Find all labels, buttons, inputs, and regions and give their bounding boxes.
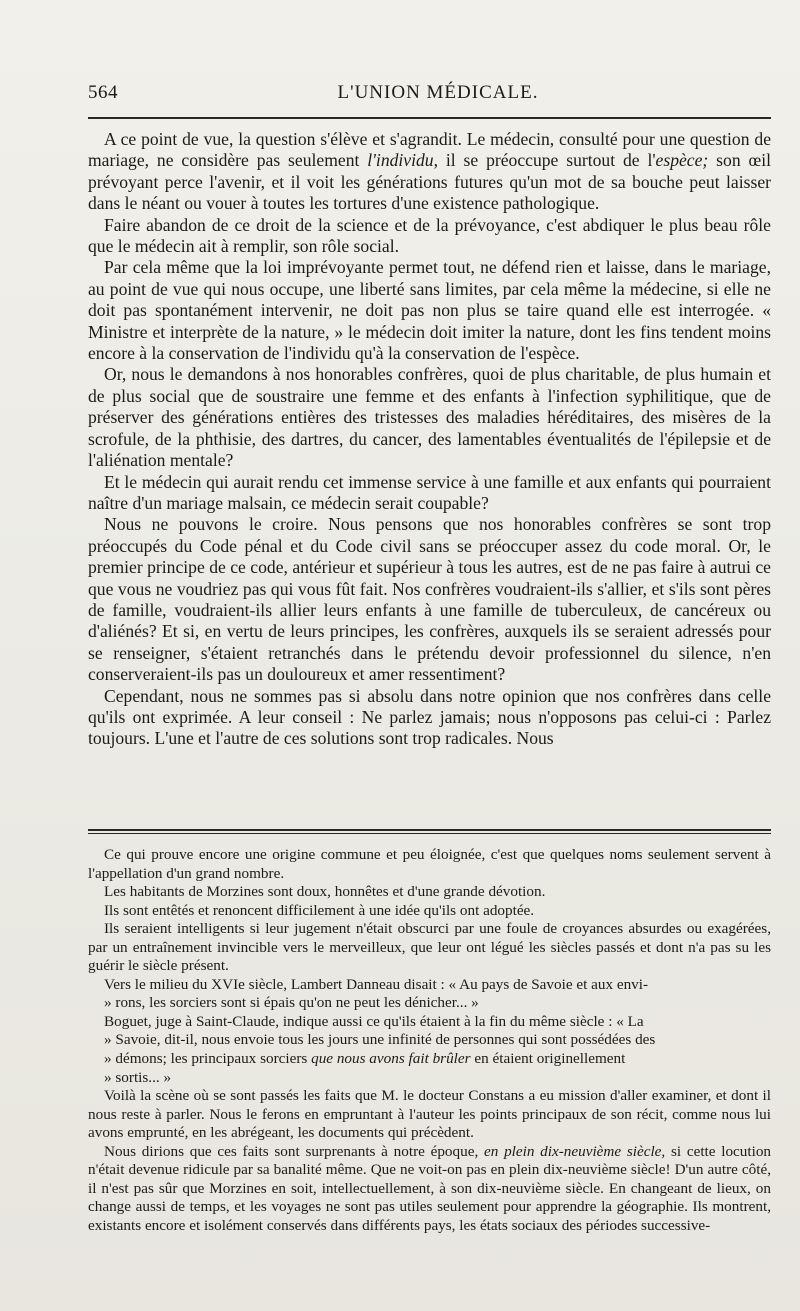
body-paragraph: A ce point de vue, la question s'élève et s'agrandit. Le médecin, consulté pour une question de mariage, ne considère pas seulement l'individu, il se préoccupe surtout de l'espèce; son œil prévoyant perce l'avenir, et il voit les générations futures qu'un mot de sa bouche peut laisser dans le néant ou vouer à toutes les tortures d'une existence pathologique. bbox=[88, 129, 771, 214]
footnote-paragraph: Voilà la scène où se sont passés les faits que M. le docteur Constans a eu mission d'aller examiner, et dont il nous reste à parler. Nous le ferons en empruntant à l'auteur les points principaux de son récit, comme nous lui avons emprunté, en les abrégeant, les documents qui précèdent. bbox=[88, 1087, 771, 1142]
footnote-quote-line: » rons, les sorciers sont si épais qu'on ne peut les dénicher... » bbox=[104, 994, 479, 1012]
footnote-paragraph: Les habitants de Morzines sont doux, honnêtes et d'une grande dévotion. bbox=[104, 883, 546, 901]
footnote-quote-line: » démons; les principaux sorciers que nous avons fait brûler en étaient originellement bbox=[104, 1050, 626, 1068]
body-paragraph: Nous ne pouvons le croire. Nous pensons que nos honorables confrères se sont trop préoccupés du Code pénal et du Code civil sans se préoccuper assez du code moral. Or, le premier principe de ce code, antérieur et supérieur à tous les autres, est de ne pas faire à autrui ce que vous ne voudriez pas qui vous fût fait. Nos confrères voudraient-ils s'allier, et s'ils sont pères de famille, voudraient-ils allier leurs enfants à une famille de tuberculeux, de cancéreux ou d'aliénés? Et si, en vertu de leurs principes, les confrères, auxquels ils se seraient adressés pour se renseigner, s'étaient retranchés dans le prétendu devoir professionnel du silence, n'en conserveraient-ils pas un douloureux et amer ressentiment? bbox=[88, 514, 771, 685]
page-number: 564 bbox=[88, 82, 118, 103]
footnote-paragraph: Vers le milieu du XVIe siècle, Lambert Danneau disait : « Au pays de Savoie et aux envi- bbox=[104, 975, 649, 993]
body-paragraph: Par cela même que la loi imprévoyante permet tout, ne défend rien et laisse, dans le mariage, au point de vue qui nous occupe, une liberté sans limites, par cela même la médecine, si elle ne doit pas spontanément intervenir, ne doit pas non plus se taire quand elle est interrogée. « Ministre et interprète de la nature, » le médecin doit imiter la nature, dont les fins tendent moins encore à la conservation de l'individu qu'à la conservation de l'espèce. bbox=[88, 257, 771, 364]
running-title: L'UNION MÉDICALE. bbox=[337, 82, 539, 103]
footnote-quote-line: » Savoie, dit-il, nous envoie tous les jours une infinité de personnes qui sont possédées des bbox=[104, 1031, 656, 1049]
body-paragraph: Et le médecin qui aurait rendu cet immense service à une famille et aux enfants qui pourraient naître d'un mariage malsain, ce médecin serait coupable? bbox=[88, 471, 771, 513]
body-paragraph: Cependant, nous ne sommes pas si absolu dans notre opinion que nos confrères dans celle qu'ils ont exprimée. A leur conseil : Ne parlez jamais; nous n'opposons pas celui-ci : Parlez toujours. L'une et l'autre de ces solutions sont trop radicales. Nous bbox=[88, 685, 771, 749]
body-paragraph: Or, nous le demandons à nos honorables confrères, quoi de plus charitable, de plus humain et de plus social que de soustraire une femme et des enfants à l'infection syphilitique, que de préserver des générations entières des tristesses des maladies héréditaires, des misères de la scrofule, de la phthisie, des dartres, du cancer, des lamentables éventualités de l'épilepsie et de l'aliénation mentale? bbox=[88, 364, 771, 471]
footnote-block bbox=[88, 846, 771, 1235]
header-rule bbox=[88, 117, 771, 119]
footnote-paragraph: Ils seraient intelligents si leur jugement n'était obscurci par une foule de croyances absurdes ou exagérées, par un entraînement invincible vers le merveilleux, que leur ont légué les siècles passés et dont n'a pas su les guérir le siècle présent. bbox=[88, 920, 771, 975]
footnote-paragraph: Boguet, juge à Saint-Claude, indique aussi ce qu'ils étaient à la fin du même siècle : « La bbox=[104, 1012, 644, 1030]
footnote-quote-line: » sortis... » bbox=[104, 1068, 172, 1086]
body-paragraph: Faire abandon de ce droit de la science et de la prévoyance, c'est abdiquer le plus beau rôle que le médecin ait à remplir, son rôle social. bbox=[88, 214, 771, 257]
page-header bbox=[88, 82, 768, 110]
footnote-paragraph: Ils sont entêtés et renoncent difficilement à une idée qu'ils ont adoptée. bbox=[104, 901, 535, 919]
footnote-paragraph: Nous dirions que ces faits sont surprenants à notre époque, en plein dix-neuvième siècle, si cette locution n'était devenue ridicule par sa banalité même. Que ne voit-on pas en plein dix-neuvième siècle! D'un autre côté, il n'est pas sûr que Morzines en soit, intellectuellement, à son dix-neuvième siècle. En changeant de lieux, on change aussi de temps, et les voyages ne sont pas utiles seulement pour apprendre la géographie. Ils montrent, existants encore et isolément conservés dans différents pays, les états sociaux des périodes successive- bbox=[88, 1142, 772, 1234]
main-text bbox=[88, 129, 771, 750]
footnote-paragraph: Ce qui prouve encore une origine commune et peu éloignée, c'est que quelques noms seulement servent à l'appellation d'un grand nombre. bbox=[88, 846, 771, 882]
footnote-separator-rule bbox=[88, 829, 771, 834]
